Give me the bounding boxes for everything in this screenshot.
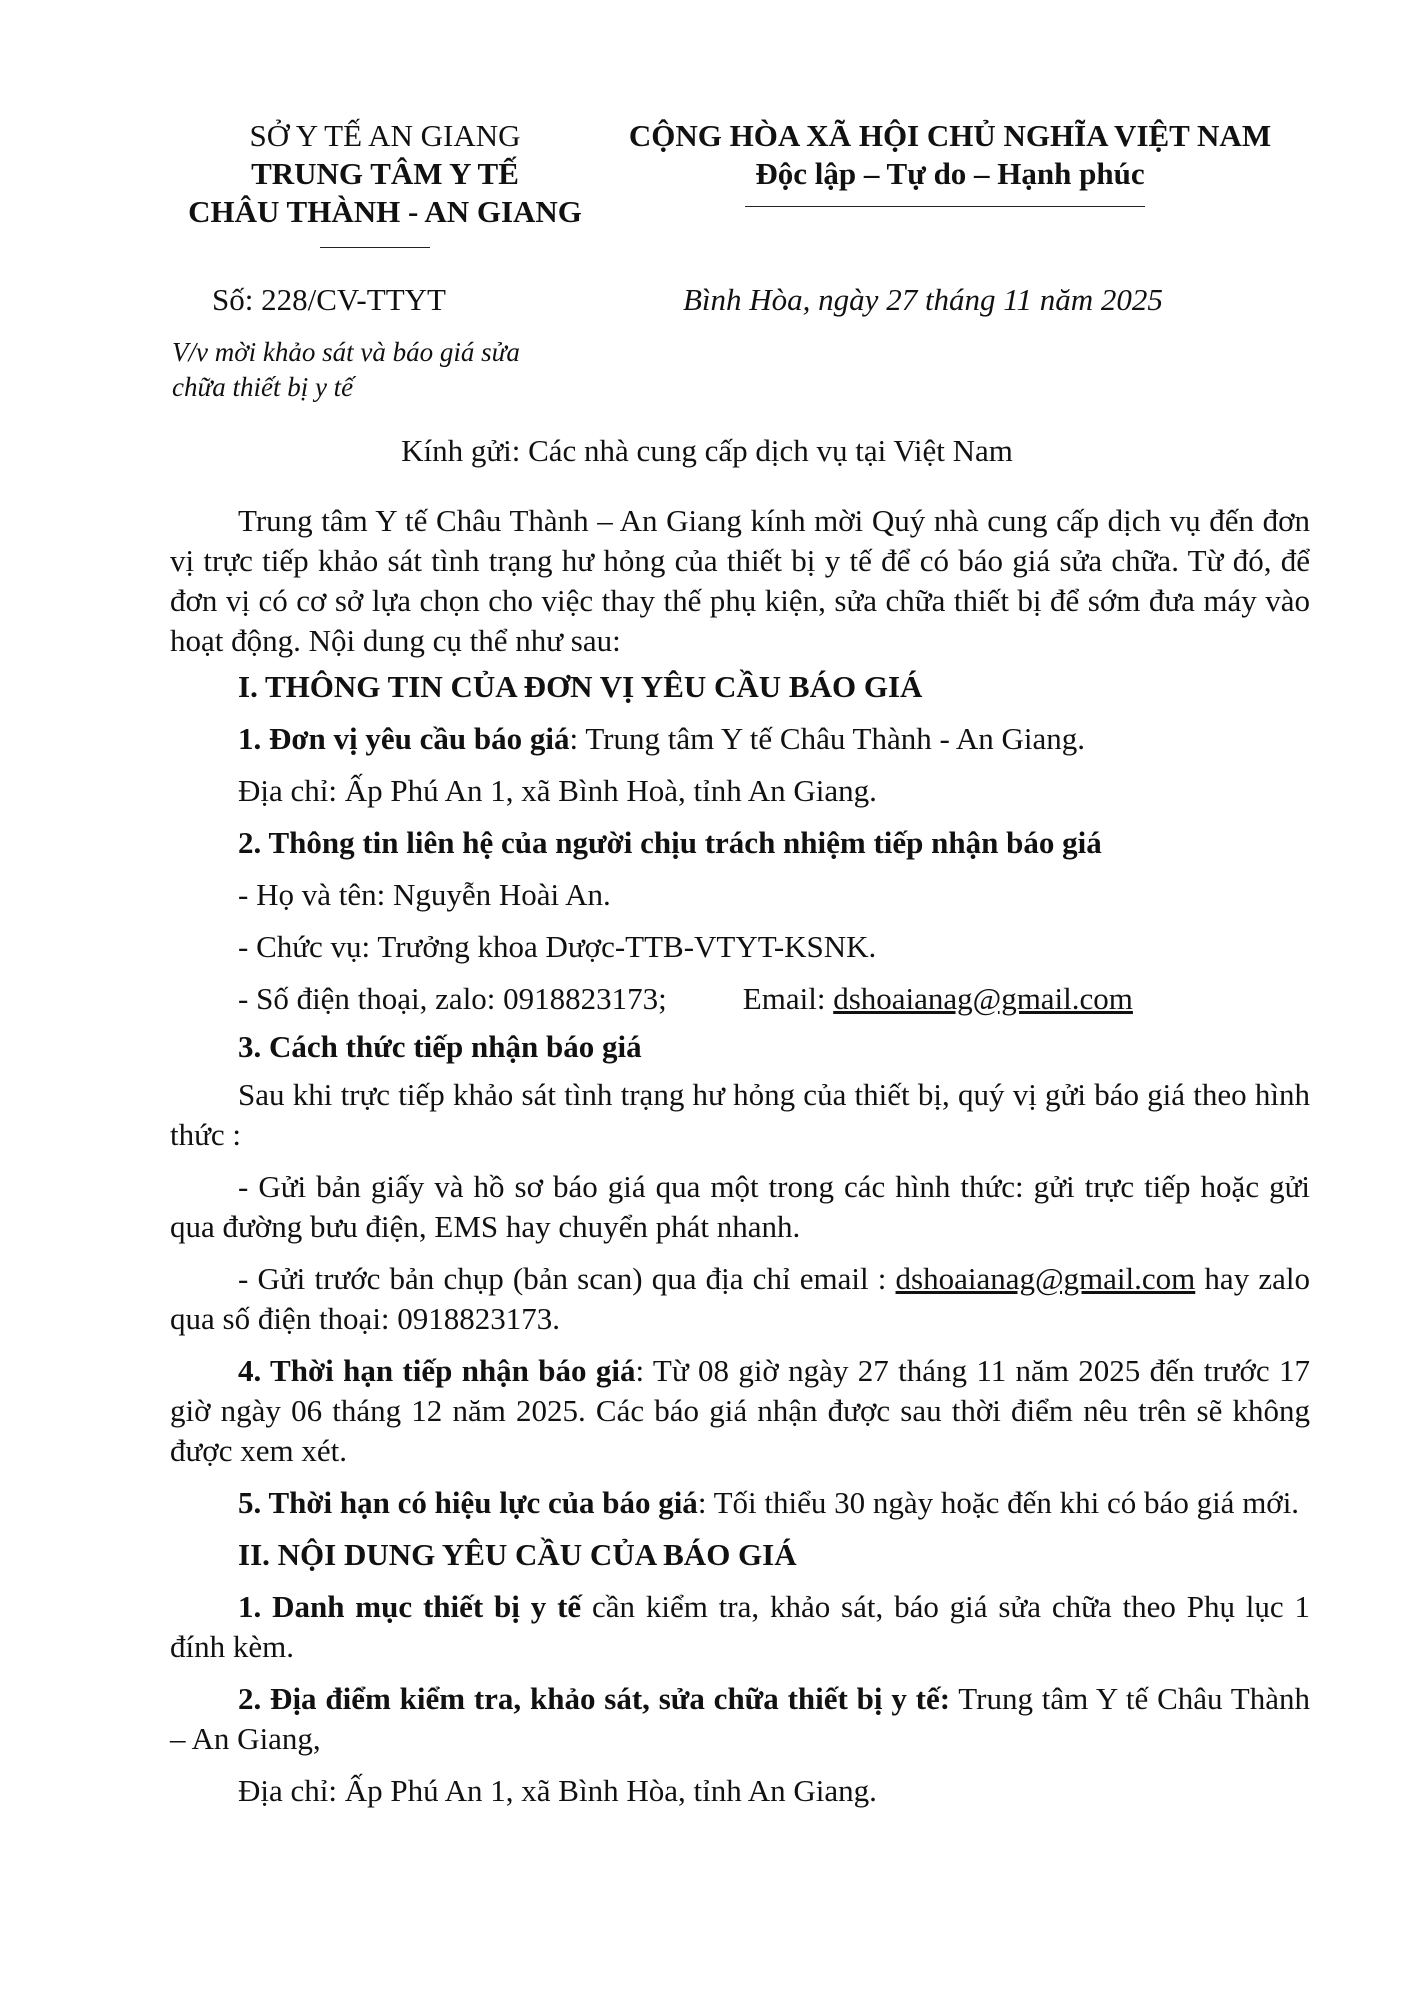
section-1-item-3: 3. Cách thức tiếp nhận báo giá bbox=[238, 1029, 642, 1064]
contact-position: - Chức vụ: Trưởng khoa Dược-TTB-VTYT-KSNK. bbox=[238, 929, 877, 964]
agency-location: CHÂU THÀNH - AN GIANG bbox=[188, 194, 582, 229]
item-value: : Tối thiểu 30 ngày hoặc đến khi có báo giá mới. bbox=[697, 1485, 1300, 1520]
national-title: CỘNG HÒA XÃ HỘI CHỦ NGHĨA VIỆT NAM bbox=[628, 118, 1272, 153]
section-2-item-2 bbox=[170, 1679, 1310, 1759]
item-label: 5. Thời hạn có hiệu lực của báo giá bbox=[238, 1485, 698, 1520]
service-address: Địa chỉ: Ấp Phú An 1, xã Bình Hòa, tỉnh An Giang. bbox=[238, 1773, 877, 1808]
item-label: 1. Danh mục thiết bị y tế bbox=[238, 1589, 582, 1624]
submission-intro: Sau khi trực tiếp khảo sát tình trạng hư hỏng của thiết bị, quý vị gửi báo giá theo hình thức : bbox=[170, 1077, 1310, 1152]
document-body bbox=[170, 501, 1310, 1811]
section-2-title: II. NỘI DUNG YÊU CẦU CỦA BÁO GIÁ bbox=[238, 1537, 797, 1572]
issuing-agency bbox=[155, 117, 615, 231]
item-value: Trung tâm Y tế Châu Thành – An Giang, bbox=[170, 1681, 1310, 1756]
motto-underline bbox=[745, 206, 1145, 207]
contact-email-link[interactable]: dshoaianag@gmail.com bbox=[833, 981, 1133, 1016]
requester-address: Địa chỉ: Ấp Phú An 1, xã Bình Hoà, tỉnh An Giang. bbox=[238, 773, 877, 808]
section-1-item-2: 2. Thông tin liên hệ của người chịu trách nhiệm tiếp nhận báo giá bbox=[238, 825, 1102, 860]
item-value: : Trung tâm Y tế Châu Thành - An Giang. bbox=[569, 721, 1086, 756]
agency-underline bbox=[320, 247, 430, 248]
section-1-item-4 bbox=[170, 1351, 1310, 1471]
method-2-suffix: hay zalo qua số điện thoại: 0918823173. bbox=[170, 1261, 1310, 1336]
agency-name: TRUNG TÂM Y TẾ bbox=[251, 156, 519, 191]
document-subject bbox=[172, 335, 520, 405]
subject-line: chữa thiết bị y tế bbox=[172, 372, 354, 402]
contact-phone-email bbox=[170, 979, 1310, 1019]
place-date: Bình Hòa, ngày 27 tháng 11 năm 2025 bbox=[683, 282, 1163, 317]
intro-paragraph: Trung tâm Y tế Châu Thành – An Giang kính mời Quý nhà cung cấp dịch vụ đến đơn vị trực tiếp khảo sát tình trạng hư hỏng của thiết bị y tế để có báo giá sửa chữa. Từ đó, để đơn vị có cơ sở lựa chọn cho việc thay thế phụ kiện, sửa chữa thiết bị để sớm đưa máy vào hoạt động. Nội dung cụ thể như sau: bbox=[170, 503, 1310, 658]
section-1-item-5 bbox=[170, 1483, 1310, 1523]
item-value: : Từ 08 giờ ngày 27 tháng 11 năm 2025 đến trước 17 giờ ngày 06 tháng 12 năm 2025. Các báo giá nhận được sau thời điểm nêu trên sẽ không được xem xét. bbox=[170, 1353, 1310, 1468]
section-2-item-1 bbox=[170, 1587, 1310, 1667]
method-2-prefix: - Gửi trước bản chụp (bản scan) qua địa chỉ email : bbox=[238, 1261, 896, 1296]
item-value: cần kiểm tra, khảo sát, báo giá sửa chữa theo Phụ lục 1 đính kèm. bbox=[170, 1589, 1310, 1664]
national-header bbox=[585, 117, 1315, 193]
item-label: 4. Thời hạn tiếp nhận báo giá bbox=[238, 1353, 636, 1388]
item-label: 2. Địa điểm kiểm tra, khảo sát, sửa chữa thiết bị y tế: bbox=[238, 1681, 951, 1716]
document-number: Số: 228/CV-TTYT bbox=[212, 282, 446, 317]
contact-phone: - Số điện thoại, zalo: 0918823173; bbox=[238, 981, 667, 1016]
national-motto: Độc lập – Tự do – Hạnh phúc bbox=[755, 156, 1145, 191]
section-1-title: I. THÔNG TIN CỦA ĐƠN VỊ YÊU CẦU BÁO GIÁ bbox=[238, 669, 923, 704]
item-label: 1. Đơn vị yêu cầu báo giá bbox=[238, 721, 570, 756]
contact-name: - Họ và tên: Nguyễn Hoài An. bbox=[238, 877, 611, 912]
email-label: Email: bbox=[742, 981, 834, 1016]
submission-method-2 bbox=[170, 1259, 1310, 1339]
recipient: Kính gửi: Các nhà cung cấp dịch vụ tại Việt Nam bbox=[401, 433, 1013, 468]
subject-line: V/v mời khảo sát và báo giá sửa bbox=[172, 337, 520, 367]
parent-agency: SỞ Y TẾ AN GIANG bbox=[249, 118, 521, 153]
submission-email-link[interactable]: dshoaianag@gmail.com bbox=[895, 1261, 1196, 1296]
section-1-item-1 bbox=[170, 719, 1310, 759]
submission-method-1: - Gửi bản giấy và hồ sơ báo giá qua một trong các hình thức: gửi trực tiếp hoặc gửi qua đường bưu điện, EMS hay chuyển phát nhanh. bbox=[170, 1169, 1310, 1244]
